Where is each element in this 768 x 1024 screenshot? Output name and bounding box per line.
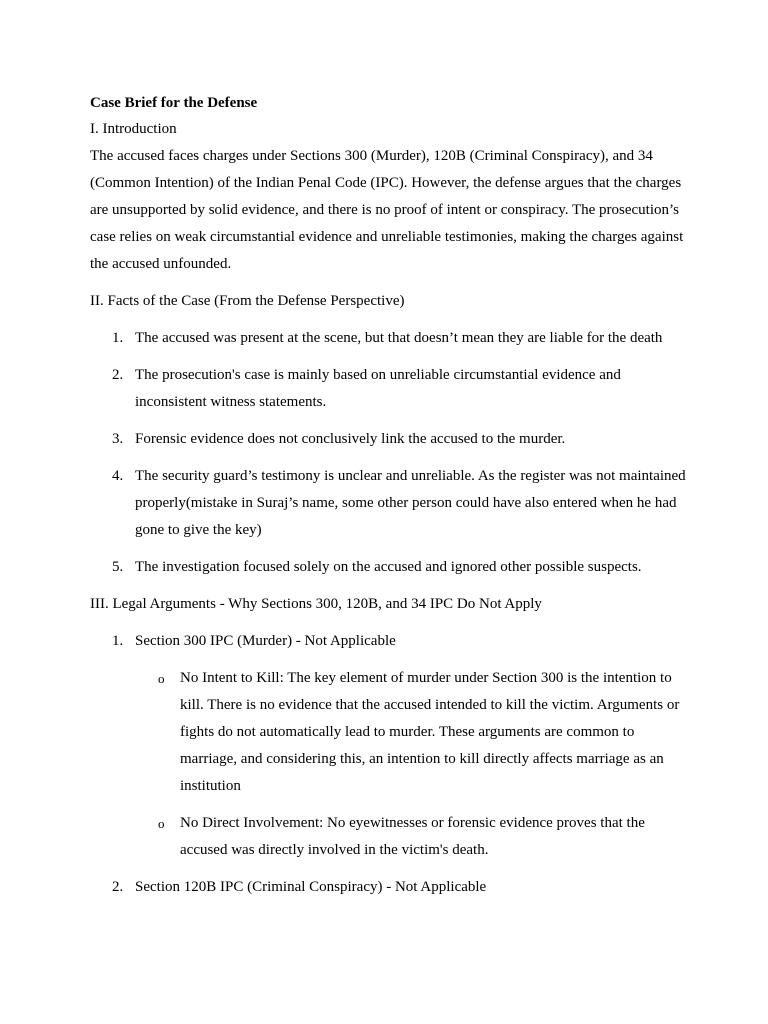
list-item bbox=[90, 554, 690, 581]
section-heading-legal-arguments: III. Legal Arguments - Why Sections 300, 120B, and 34 IPC Do Not Apply bbox=[90, 596, 542, 612]
bullet-marker: o bbox=[158, 816, 165, 831]
list-item-text: Section 300 IPC (Murder) - Not Applicable bbox=[135, 633, 396, 649]
bullet-marker: o bbox=[158, 671, 165, 686]
list-item-text: The accused was present at the scene, but that doesn’t mean they are liable for the death bbox=[135, 330, 663, 346]
section-heading-facts: II. Facts of the Case (From the Defense Perspective) bbox=[90, 293, 405, 309]
list-item bbox=[90, 426, 690, 453]
list-item-text: The prosecution's case is mainly based on unreliable circumstantial evidence and inconsistent witness statements. bbox=[135, 367, 621, 410]
list-number: 1. bbox=[112, 330, 124, 346]
section-heading-introduction: I. Introduction bbox=[90, 121, 177, 137]
introduction-paragraph: The accused faces charges under Sections 300 (Murder), 120B (Criminal Conspiracy), and 34 (Common Intention) of the Indian Penal Code (IPC). However, the defense argues that the charges are unsupported by solid evidence, and there is no proof of intent or conspiracy. The prosecution’s case relies on weak circumstantial evidence and unreliable testimonies, making the charges against the accused unfounded. bbox=[90, 148, 684, 272]
list-item-text: Forensic evidence does not conclusively link the accused to the murder. bbox=[135, 431, 566, 447]
document-page bbox=[90, 90, 690, 911]
list-item-text: The security guard’s testimony is unclear and unreliable. As the register was not maintained properly(mistake in Suraj’s name, some other person could have also entered when he had gone to give the key) bbox=[135, 468, 686, 538]
document-title: Case Brief for the Defense bbox=[90, 95, 258, 111]
list-number: 2. bbox=[112, 367, 124, 383]
list-item bbox=[90, 874, 690, 901]
list-item bbox=[90, 628, 690, 864]
list-item bbox=[90, 463, 690, 544]
sub-list bbox=[135, 665, 690, 864]
sub-list-item bbox=[135, 665, 690, 800]
sub-list-item-text: No Intent to Kill: The key element of murder under Section 300 is the intention to kill. There is no evidence that the accused intended to kill the victim. Arguments or fights do not automatically lead to murder. These arguments are common to marriage, and considering this, an intention to kill directly affects marriage as an institution bbox=[180, 670, 680, 794]
legal-arguments-list bbox=[90, 628, 690, 901]
list-number: 3. bbox=[112, 431, 124, 447]
sub-list-item-text: No Direct Involvement: No eyewitnesses or forensic evidence proves that the accused was directly involved in the victim's death. bbox=[180, 815, 645, 858]
facts-list bbox=[90, 325, 690, 581]
list-number: 2. bbox=[112, 879, 124, 895]
list-item-text: The investigation focused solely on the accused and ignored other possible suspects. bbox=[135, 559, 642, 575]
list-item bbox=[90, 362, 690, 416]
list-number: 1. bbox=[112, 633, 124, 649]
list-item-text: Section 120B IPC (Criminal Conspiracy) - Not Applicable bbox=[135, 879, 487, 895]
list-item bbox=[90, 325, 690, 352]
list-number: 4. bbox=[112, 468, 124, 484]
list-number: 5. bbox=[112, 559, 124, 575]
sub-list-item bbox=[135, 810, 690, 864]
